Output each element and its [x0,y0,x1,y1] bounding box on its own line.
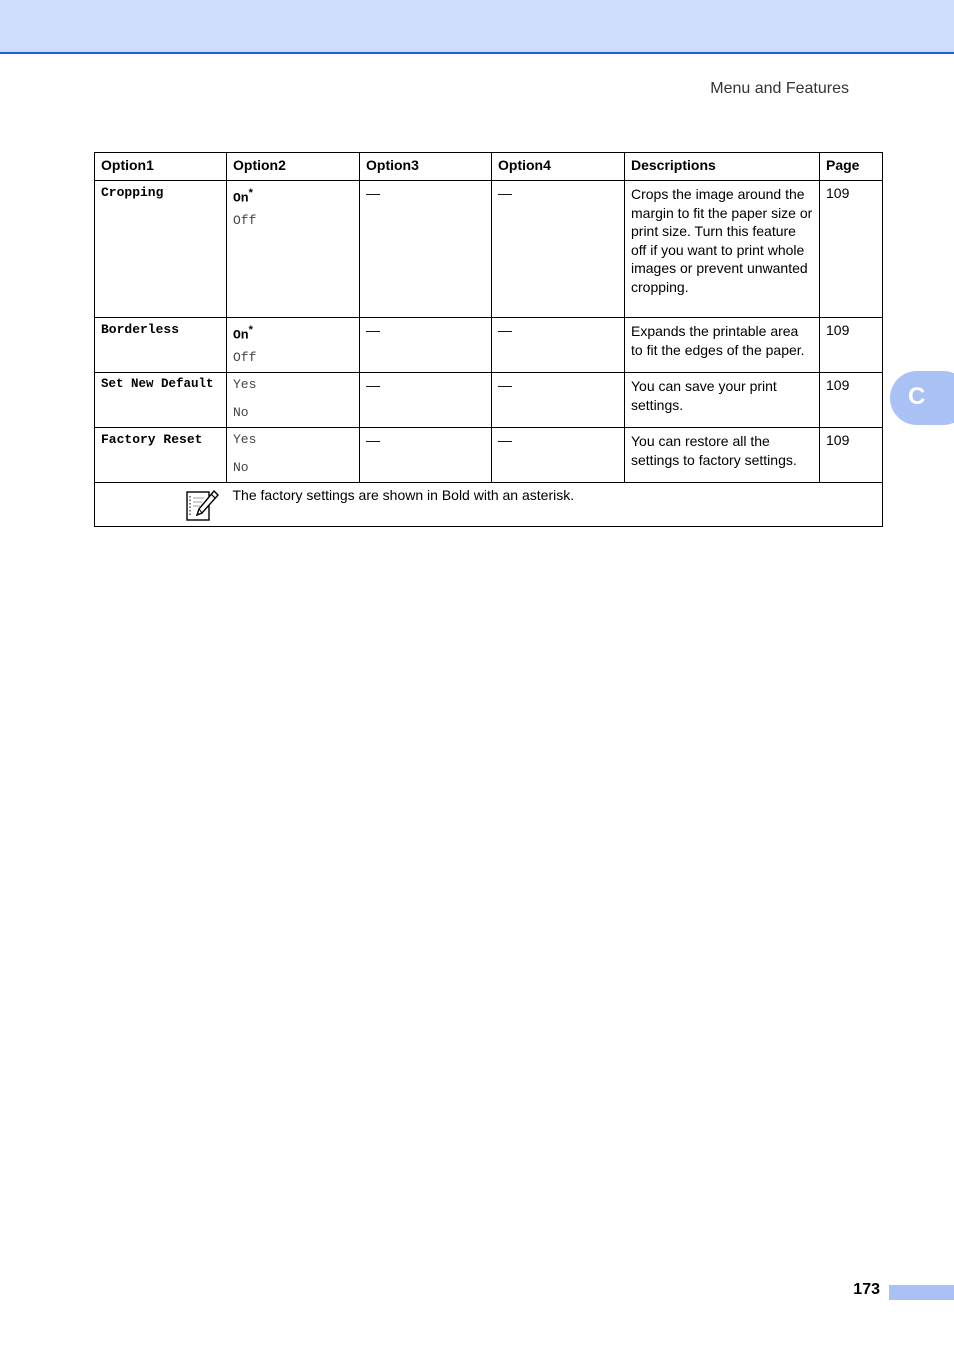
option-alternate: Off [233,350,257,365]
option-default: On* [233,324,253,343]
option-default: On* [233,187,253,206]
page-number: 173 [853,1281,880,1298]
option1-cell: Factory Reset [95,428,227,483]
note-text: The factory settings are shown in Bold with an asterisk. [227,483,883,527]
option-alternate: Off [233,213,257,228]
footer-band [889,1285,954,1300]
column-header-option3: Option3 [360,153,492,181]
option-first: Yes [233,432,257,447]
option-second: No [233,460,249,475]
note-icon-cell [95,483,227,527]
table-row [95,373,883,428]
description-cell: Expands the printable area to fit the edges of the paper. [625,318,820,373]
top-band [0,0,954,54]
table-row [95,181,883,318]
page-cell: 109 [820,181,883,318]
page-cell: 109 [820,318,883,373]
option4-cell: — [492,181,625,318]
table-header-row [95,153,883,181]
option4-cell: — [492,318,625,373]
option2-cell [227,318,360,373]
option3-cell: — [360,318,492,373]
option3-cell: — [360,181,492,318]
option4-cell: — [492,373,625,428]
running-header: Menu and Features [710,80,849,97]
page-cell: 109 [820,373,883,428]
option1-cell: Borderless [95,318,227,373]
option2-cell [227,428,360,483]
option3-cell: — [360,373,492,428]
table-row [95,428,883,483]
description-cell: You can restore all the settings to factory settings. [625,428,820,483]
option2-cell [227,181,360,318]
description-cell: You can save your print settings. [625,373,820,428]
note-pencil-icon [185,489,219,523]
option4-cell: — [492,428,625,483]
table-row [95,318,883,373]
option1-cell: Cropping [95,181,227,318]
column-header-option4: Option4 [492,153,625,181]
option3-cell: — [360,428,492,483]
column-header-option2: Option2 [227,153,360,181]
column-header-page: Page [820,153,883,181]
column-header-descriptions: Descriptions [625,153,820,181]
menu-features-table [94,152,883,527]
option-second: No [233,405,249,420]
chapter-letter: C [908,383,926,410]
chapter-tab [890,371,954,425]
option-first: Yes [233,377,257,392]
column-header-option1: Option1 [95,153,227,181]
note-row [95,483,883,527]
page-cell: 109 [820,428,883,483]
description-cell: Crops the image around the margin to fit the paper size or print size. Turn this feature off if you want to print whole images or prevent unwanted cropping. [625,181,820,318]
option2-cell [227,373,360,428]
option1-cell: Set New Default [95,373,227,428]
